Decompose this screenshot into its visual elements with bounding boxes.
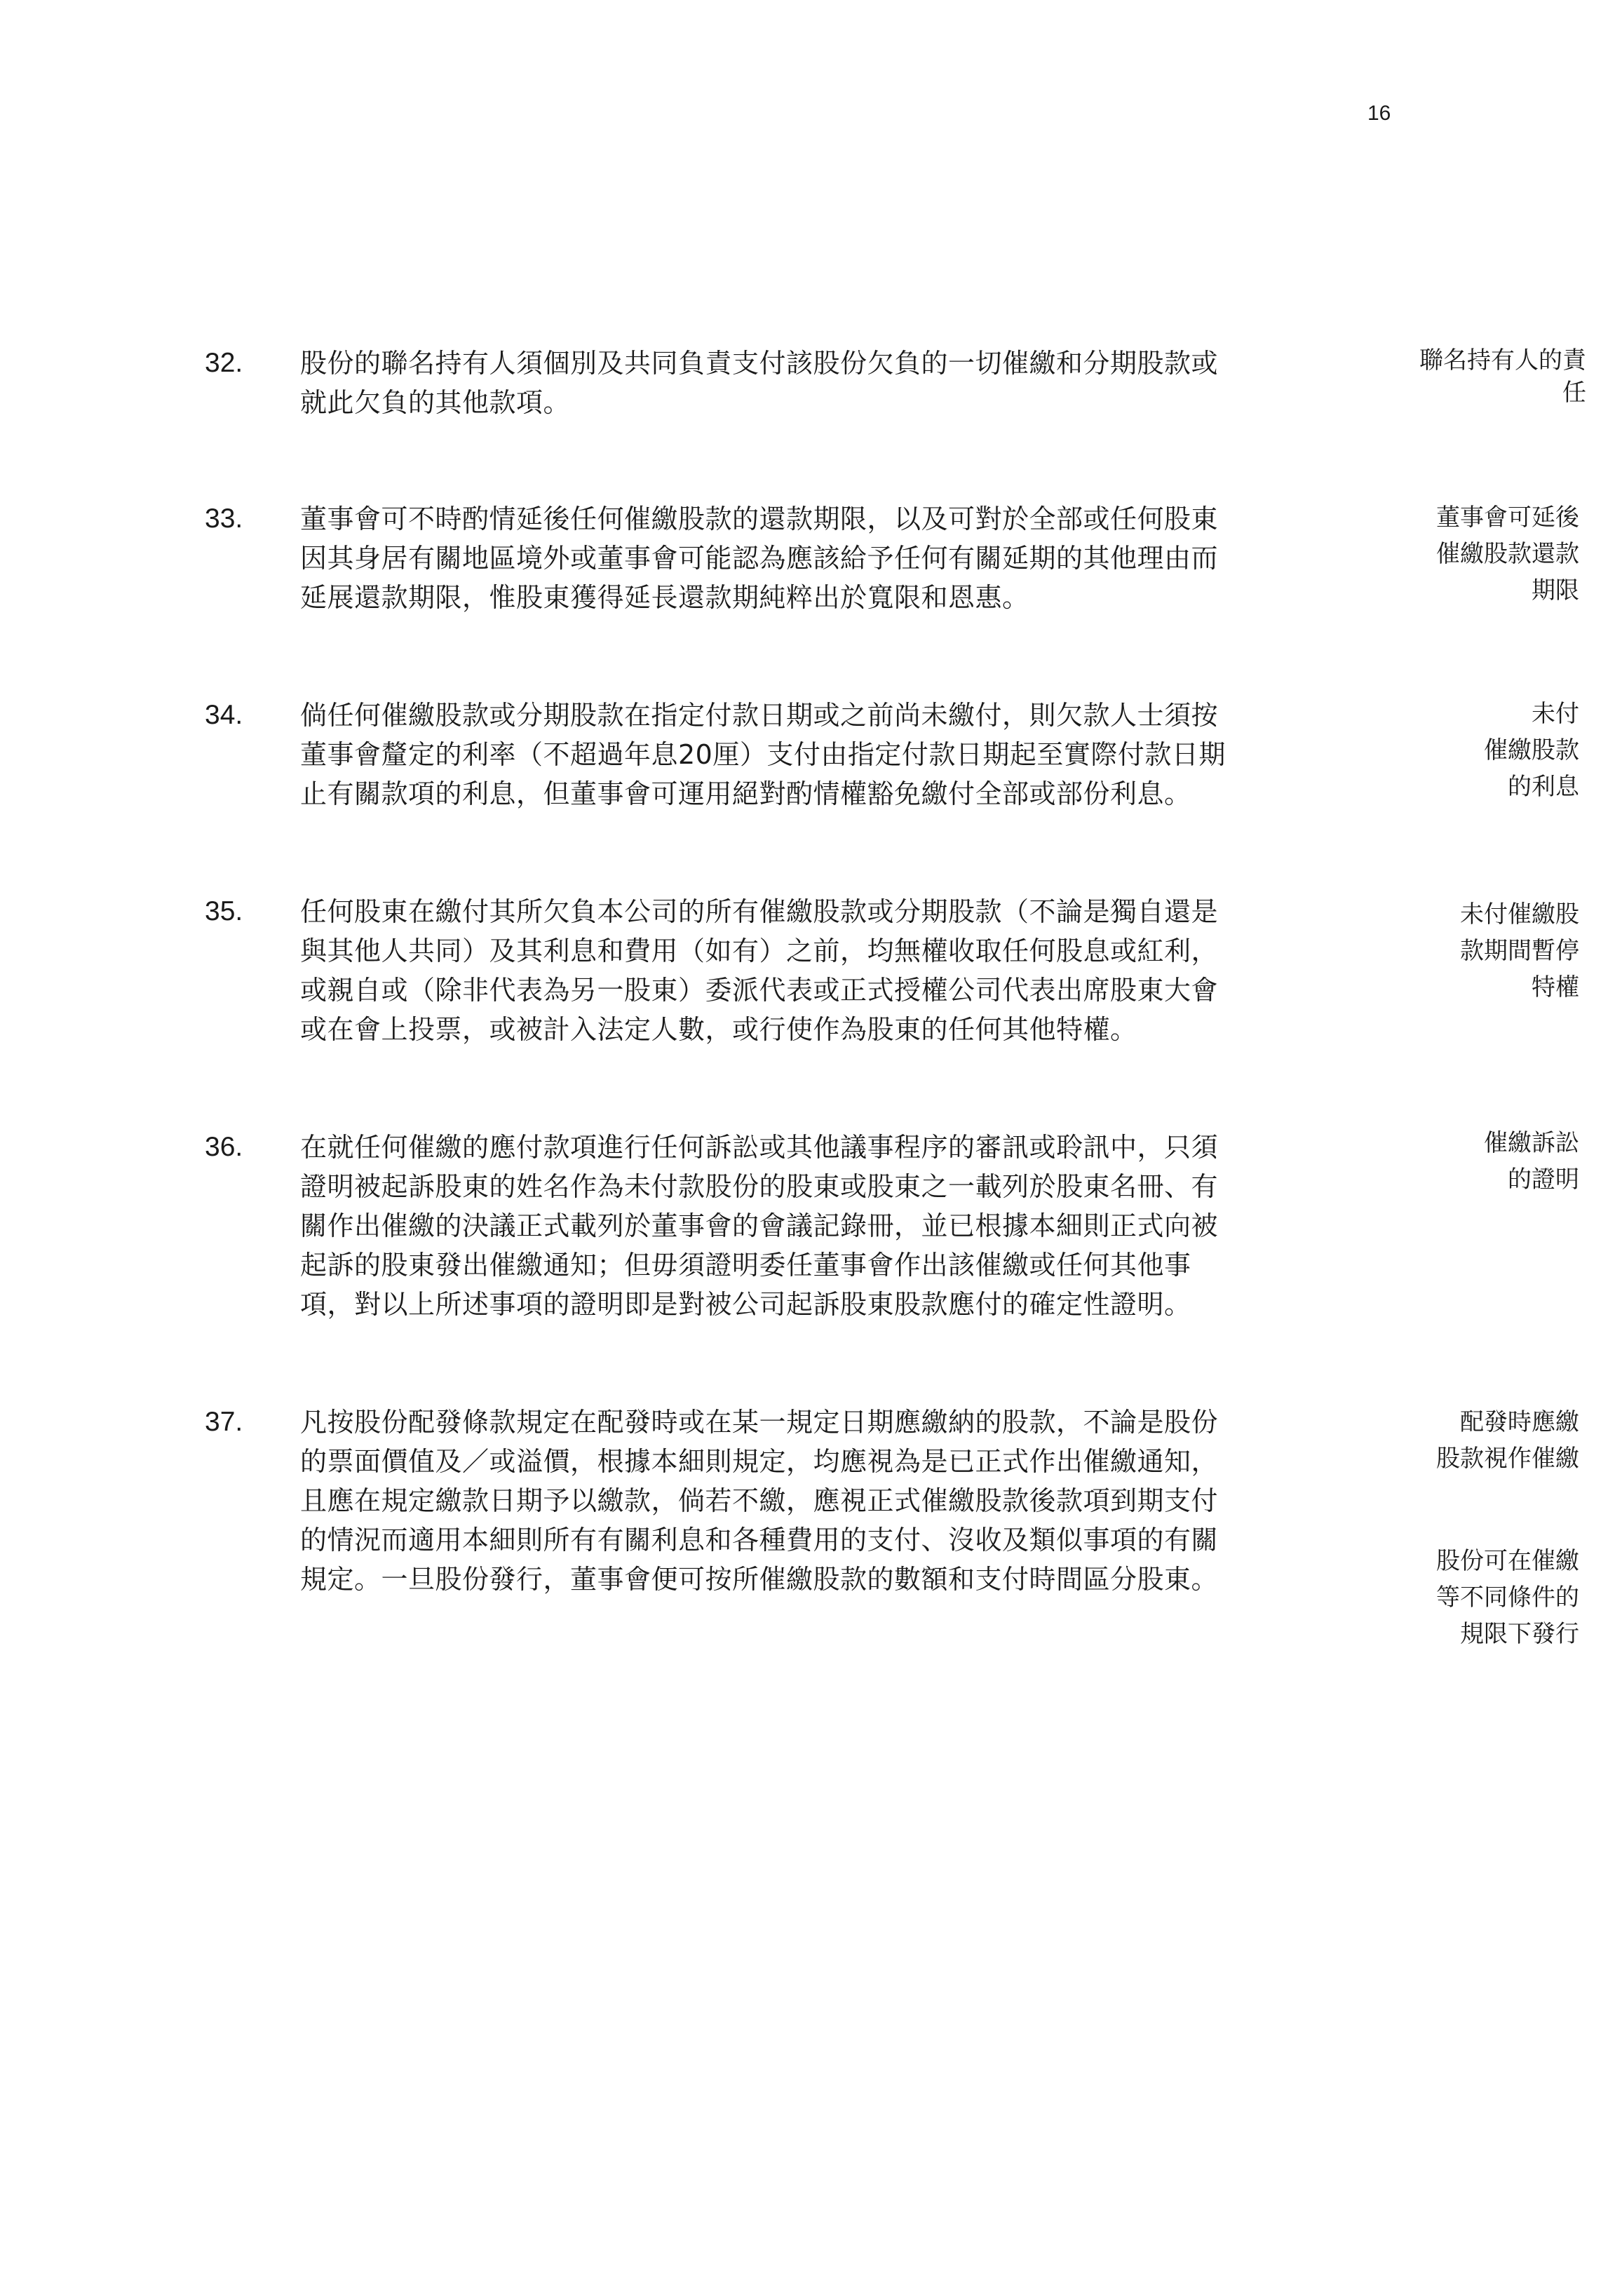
clause-text-line: 延展還款期限，惟股東獲得延長還款期純粹出於寬限和恩惠。 [300, 582, 1029, 613]
clause-text-line: 股份的聯名持有人須個別及共同負責支付該股份欠負的一切催繳和分期股款或 [300, 348, 1219, 379]
side-note-line: 董事會可延後 [1436, 504, 1579, 532]
clause-text-line: 項，對以上所述事項的證明即是對被公司起訴股東股款應付的確定性證明。 [300, 1289, 1191, 1320]
side-note-line: 聯名持有人的責 [1419, 346, 1586, 374]
clause-text-line: 因其身居有關地區境外或董事會可能認為應該給予任何有關延期的其他理由而 [300, 543, 1219, 574]
side-note-line: 催繳訴訟 [1484, 1129, 1579, 1157]
side-note-line: 未付 [1532, 700, 1579, 728]
clause-text-line: 的情況而適用本細則所有有關利息和各種費用的支付、沒收及類似事項的有關 [300, 1525, 1219, 1555]
clause-text-line: 證明被起訴股東的姓名作為未付款股份的股東或股東之一載列於股東名冊、有 [300, 1171, 1219, 1202]
side-note [1395, 1404, 1579, 1477]
clause-text-line: 倘任何催繳股款或分期股款在指定付款日期或之前尚未繳付，則欠款人士須按 [300, 700, 1219, 731]
clause-text-line: 關作出催繳的決議正式載列於董事會的會議記錄冊，並已根據本細則正式向被 [300, 1210, 1219, 1241]
clause-text-line: 且應在規定繳款日期予以繳款，倘若不繳，應視正式催繳股款後款項到期支付 [300, 1485, 1219, 1516]
clause-text [300, 696, 1373, 813]
clause-text-line: 或親自或（除非代表為另一股東）委派代表或正式授權公司代表出席股東大會 [300, 975, 1219, 1006]
side-note-line: 規限下發行 [1460, 1620, 1579, 1648]
side-note-line: 的證明 [1508, 1166, 1579, 1194]
side-note-line: 股份可在催繳 [1436, 1547, 1579, 1575]
clause-text-line: 的票面價值及／或溢價，根據本細則規定，均應視為是已正式作出催繳通知， [300, 1446, 1219, 1477]
side-note-line: 股款視作催繳 [1436, 1445, 1579, 1473]
side-note-line: 期限 [1532, 576, 1579, 605]
clause-text-line: 就此欠負的其他款項。 [300, 387, 571, 418]
clause-number: 32. [205, 348, 243, 378]
clause-text [300, 1403, 1373, 1599]
clause-text [300, 344, 1373, 422]
clause-number: 34. [205, 700, 243, 730]
clause-text-line: 規定。一旦股份發行，董事會便可按所催繳股款的數額和支付時間區分股東。 [300, 1564, 1219, 1595]
side-note-line: 的利息 [1508, 773, 1579, 801]
side-note-line: 催繳股款 [1484, 736, 1579, 764]
clause-text-line: 與其他人共同）及其利息和費用（如有）之前，均無權收取任何股息或紅利， [300, 936, 1219, 966]
clause-text-line: 董事會可不時酌情延後任何催繳股款的還款期限，以及可對於全部或任何股東 [300, 504, 1219, 534]
clause-text-line: 任何股東在繳付其所欠負本公司的所有催繳股款或分期股款（不論是獨自還是 [300, 896, 1219, 927]
side-note [1395, 696, 1579, 805]
side-note [1403, 342, 1586, 407]
clause-text-line: 董事會釐定的利率（不超過年息20厘）支付由指定付款日期起至實際付款日期 [300, 739, 1226, 770]
clause-text [300, 499, 1373, 617]
page-number: 16 [1367, 102, 1391, 125]
side-note-line: 催繳股款還款 [1436, 540, 1579, 568]
clause-text-line: 起訴的股東發出催繳通知；但毋須證明委任董事會作出該催繳或任何其他事 [300, 1250, 1191, 1281]
side-note [1395, 1543, 1579, 1652]
clause-text [300, 1128, 1373, 1324]
side-note [1395, 1125, 1579, 1198]
side-note [1395, 896, 1579, 1006]
clause-text [300, 892, 1373, 1049]
clause-number: 35. [205, 896, 243, 926]
side-note-line: 款期間暫停 [1460, 937, 1579, 965]
clause-text-line: 或在會上投票，或被計入法定人數，或行使作為股東的任何其他特權。 [300, 1014, 1137, 1045]
clause-text-line: 止有關款項的利息，但董事會可運用絕對酌情權豁免繳付全部或部份利息。 [300, 778, 1191, 809]
side-note-line: 特權 [1532, 973, 1579, 1001]
clause-text-line: 凡按股份配發條款規定在配發時或在某一規定日期應繳納的股款，不論是股份 [300, 1407, 1219, 1438]
clause-text-line: 在就任何催繳的應付款項進行任何訴訟或其他議事程序的審訊或聆訊中，只須 [300, 1132, 1219, 1163]
clause-number: 36. [205, 1132, 243, 1162]
side-note-line: 未付催繳股 [1460, 900, 1579, 928]
side-note-line: 任 [1562, 379, 1586, 407]
clause-number: 37. [205, 1407, 243, 1437]
side-note-line: 配發時應繳 [1460, 1408, 1579, 1436]
clause-number: 33. [205, 504, 243, 534]
side-note [1395, 499, 1579, 609]
side-note-line: 等不同條件的 [1436, 1583, 1579, 1612]
